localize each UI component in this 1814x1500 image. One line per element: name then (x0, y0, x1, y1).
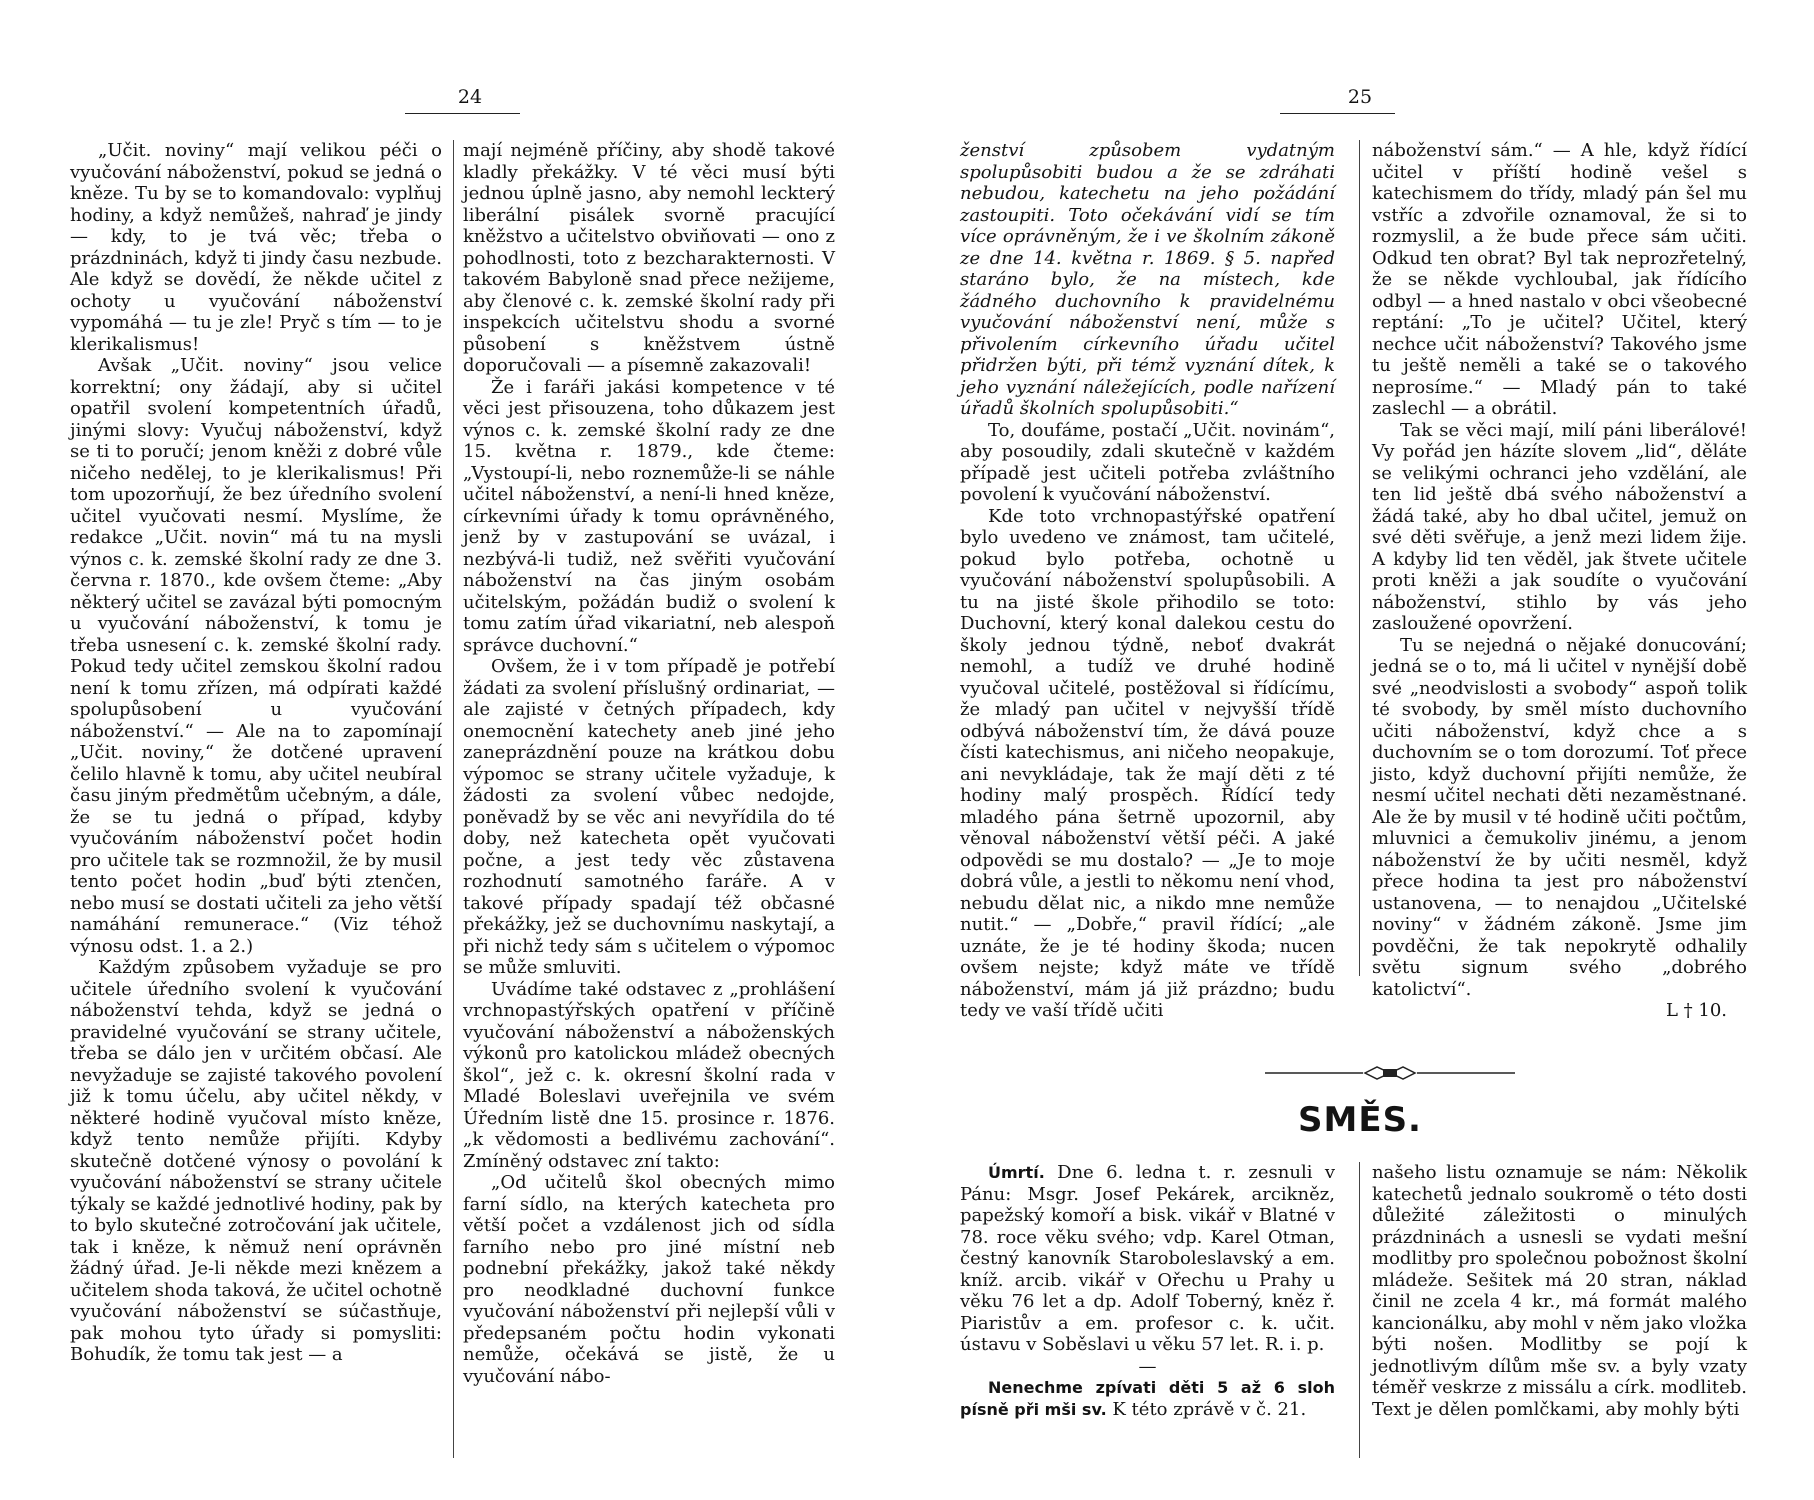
item-separator: — (1138, 1355, 1157, 1377)
right-page (960, 0, 1760, 1500)
section-heading: SMĚS. (1298, 1100, 1422, 1140)
left-page-column-2 (463, 140, 835, 1458)
paragraph: Tu se nejedná o nějaké donucování; jedná se o to, má li učitel v nynější době své „neodvislosti a svobody“ aspoň tolik té svobody, by směl místo duchovního učiti náboženství, když chce a s duchovním se o tom dorozumí. Toť přece jisto, když duchovní přijíti nemůže, že nesmí učitel nechati děti nezaměstnané. Ale že by musil v té hodině učiti počtům, mluvnici a čemukoliv jinému, a jenom náboženství že by učiti nesměl, když přece hodina ta jest pro náboženství ustanovena, — to nenajdou „Učitelské noviny“ v žádném zákoně. Jsme jim povděčni, že tak nepokrytě odhalily světu signum svého „dobrého katolictví“. (1372, 634, 1747, 1000)
left-page (70, 0, 870, 1500)
paragraph: ženství způsobem vydatným spolupůsobiti budou a že se zdráhati nebudou, katechetu na jeho požádání zastoupiti. Toto očekávání vidí se tím více oprávněným, že i ve školním zákoně ze dne 14. května r. 1869. § 5. napřed staráno bylo, že na místech, kde žádného duchovního k pravidelnému vyučování náboženství není, může s přivolením církevního úřadu učitel přidržen býti, při témž vyznání dítek, k jeho vyznání náležejících, podle nařízení úřadů školních spolupůsobiti.“ (960, 140, 1335, 419)
news-item-label: Nenechme zpívati děti 5 až 6 sloh písně při mši sv. (960, 1378, 1335, 1419)
paragraph: Ovšem, že i v tom případě je potřebí žádati za svolení příslušný ordinariat, — ale zajisté v četných případech, kdy onemocnění katechety aneb jiné jeho zaneprázdnění pouze na krátkou dobu výpomoc se strany učitele vyžaduje, k žádosti za svolení vůbec nedojde, poněvadž by se věc ani nevyřídila do té doby, než katecheta opět vyučovati počne, a jest tedy věc zůstavena rozhodnutí samotného faráře. A v takové případy spadají též občasné překážky, jež se duchovnímu naskytají, a při nichž tedy sám s učitelem o výpomoc se může smluviti. (463, 656, 835, 978)
page-header-rule (1280, 113, 1395, 114)
right-page-column-1 (960, 140, 1335, 1021)
paragraph: Že i faráři jakási kompetence v té věci jest přisouzena, toho důkazem jest výnos c. k. zemské školní rady ze dne 15. května r. 1879., kde čteme: „Vystoupí-li, nebo roznemůže-li se náhle učitel náboženství, a není-li hned kněze, církevními úřady k tomu oprávněného, jenž by v zastupování se uvázal, i nezbývá-li tudiž, než svěřiti vyučování náboženství na čas jiným osobám učitelským, požádán budiž o svolení k tomu zatím úřad vikariatní, neb alespoň správce duchovní.“ (463, 376, 835, 656)
paragraph: našeho listu oznamuje se nám: Několik katechetů jednalo soukromě o této dosti důležité záležitosti o minulých prázdninách a usnesli se vydati mešní modlitby pro společnou pobožnost školní mládeže. Sešitek má 20 stran, náklad činil ne zcela 4 kr., má formát malého kancionálku, aby mohl v něm jako vložka býti nošen. Modlitby se pojí k jednotlivým dílům mše sv. a byly vzaty téměř veskrze z missálu a círk. modliteb. Text je dělen pomlčkami, aby mohly býti (1372, 1162, 1747, 1420)
column-divider (453, 140, 454, 1458)
paragraph: Uvádíme také odstavec z „prohlášení vrchnopastýřských opatření v příčině vyučování náboženství a náboženských výkonů pro katolickou mládež obecných škol“, jež c. k. okresní školní rada v Mladé Boleslavi uveřejnila ve svém Úředním listě dne 15. prosince r. 1876. „k vědomosti a bedlivému zachování“. Zmíněný odstavec zní takto: (463, 978, 835, 1172)
paragraph: To, doufáme, postačí „Učit. novinám“, aby posoudily, zdali skutečně v každém případě jest učiteli potřeba zvláštního povolení k vyučování náboženství. (960, 419, 1335, 505)
news-item-text: Dne 6. ledna t. r. zesnuli v Pánu: Msgr. Josef Pekárek, arcikněz, papežský komoří a bisk. vikář v Blatné v 78. roce věku svého; vdp. Karel Otman, čestný kanovník Staroboleslavský a em. kníž. arcib. vikář v Ořechu u Prahy u věku 76 let a dp. Adolf Toberný, kněz ř. Piaristův a em. profesor c. k. učit. ústavu v Soběslavi u věku 57 let. R. i. p. (960, 1162, 1335, 1355)
paragraph: Každým způsobem vyžaduje se pro učitele úředního svolení k vyučování náboženství tehda, když se jedná o pravidelné vyučování se strany učitele, třeba se dálo jen v určitém občasí. Ale nevyžaduje se zajisté takového povolení již k tomu účelu, aby učitel někdy, v některé hodině vyučoval místo kněze, když tento nemůže přijíti. Kdyby skutečně dotčené výnosy o povolání k vyučování náboženství se strany učitele týkaly se každé jednotlivé hodiny, pak by to bylo skutečné zotročování jak učitele, tak i kněze, k němuž není oprávněn žádný úřad. Je-li někde mezi knězem a učitelem shoda taková, že učitel ochotně vyučování náboženství se súčastňuje, pak mohou tyto úřady si pomysliti: Bohudík, že tomu tak jest — a (70, 957, 442, 1365)
paragraph: „Od učitelů škol obecných mimo farní sídlo, na kterých katecheta pro větší počet a vzdálenost jich od sídla farního nebo pro jiné místní neb podnební překážky, jakož také někdy pro neodkladné duchovní funkce vyučování náboženství při nejlepší vůli v předepsaném počtu hodin vykonati nemůže, očekává se jistě, že u vyučování nábo- (463, 1172, 835, 1387)
right-page-column-3 (960, 1162, 1335, 1458)
column-divider (1359, 1162, 1360, 1458)
page-number: 24 (457, 86, 483, 108)
right-page-column-4 (1372, 1162, 1747, 1458)
page-number: 25 (1347, 86, 1373, 108)
right-page-column-2 (1372, 140, 1747, 1021)
page-header-rule (405, 113, 520, 114)
author-signature: L † 10. (1665, 1000, 1727, 1021)
news-item-label: Úmrtí. (988, 1163, 1045, 1182)
news-item-text: K této zprávě v č. 21. (1112, 1398, 1307, 1420)
paragraph: Avšak „Učit. noviny“ jsou velice korrektní; ony žádají, aby si učitel opatřil svolení kompetentních úřadů, jinými slovy: Vyučuj náboženství, když se ti to poručí; jenom kněži z dobré vůle ničeho nedělej, to je klerikalismus! Při tom upozorňují, že bez úředního svolení učitel vyučovati nesmí. Myslíme, že redakce „Učit. novin“ má tu na mysli výnos c. k. zemské školní rady ze dne 3. června r. 1870., kde ovšem čteme: „Aby některý učitel se zavázal býti pomocným u vyučování náboženství, k tomu je třeba usnesení c. k. zemské školní rady. Pokud tedy učitel zemskou školní radou není k tomu zřízen, má odpírati každé spolupůsobení u vyučování náboženství.“ — Ale na to zapomínají „Učit. noviny,“ že dotčené upravení čelilo hlavně k tomu, aby učitel neubíral času jiným předmětům učebným, a dále, že se tu jedná o případ, kdyby vyučováním náboženství počet hodin pro učitele tak se rozmnožil, že by musil tento počet hodin „buď býti ztenčen, nebo musí se dostati učiteli za jeho větší namáhání remunerace.“ (Viz téhož výnosu odst. 1. a 2.) (70, 355, 442, 957)
paragraph: Kde toto vrchnopastýřské opatření bylo uvedeno ve známost, tam učitelé, pokud bylo potřeba, ochotně u vyučování náboženství spolupůsobili. A tu na jisté škole přihodilo se toto: Duchovní, který konal dalekou cestu do školy jednou týdně, neboť dvakrát nemohl, a tudíž ve druhé hodině vyučoval učitelé, postěžoval si řídícímu, že mladý pan učitel v nejvyšší třídě odbývá náboženství tím, že dává pouze čísti katechismus, ani ničeho neopakuje, ani nevykládaje, tak že mají děti z té hodiny malý prospěch. Řídící tedy mladého pána šetrně upozornil, aby věnoval náboženství větší péči. A jaké odpovědi se mu dostalo? — „Je to moje dobrá vůle, a jestli to někomu není vhod, nebudu dělat nic, a nikdo mne nemůže nutit.“ — „Dobře,“ pravil řídící; „ale uznáte, že je té hodiny škoda; nucen ovšem nejste; když máte ve třídě náboženství, mám já již prázdno; budu tedy ve vaší třídě učiti (960, 505, 1335, 1021)
column-divider (1359, 140, 1360, 976)
left-page-column-1 (70, 140, 442, 1458)
paragraph: náboženství sám.“ — A hle, když řídící učitel v příští hodině vešel s katechismem do třídy, mladý pán šel mu vstříc a zdvořile oznamoval, že si to rozmyslil, a že bude přece sám učiti. Odkud ten obrat? Byl tak neprozřetelný, že se někde vychloubal, jak řídícího odbyl — a hned nastalo v obci všeobecné reptání: „To je učitel? Učitel, který nechce učit náboženství? Takového jsme tu ještě neměli a také se o takového neprosíme.“ — Mladý pán to také zaslechl — a obrátil. (1372, 140, 1747, 419)
paragraph: mají nejméně příčiny, aby shodě takové kladly překážky. V té věci musí býti jednou úplně jasno, aby nemohl leckterý liberální pisálek svorně pracující kněžstvo a učitelstvo obviňovati — ono z pohodlnosti, toto z bezcharakternosti. V takovém Babyloně snad přece nežijeme, aby členové c. k. zemské školní rady při inspekcích učitelstvu shodu a svorné působení s kněžstvem ústně doporučovali — a písemně zakazovali! (463, 140, 835, 376)
paragraph: Tak se věci mají, milí páni liberálové! Vy pořád jen házíte slovem „lid“, děláte se velikými ochranci jeho vzdělání, ale ten lid ještě dbá svého náboženství a žádá také, aby ho dbal učitel, jemuž on své děti svěřuje, a jenž mezi lidem žije. A kdyby lid ten věděl, jak štvete učitele proti kněži a jak soudíte o vyučování náboženství, stihlo by vás jeho zasloužené opovržení. (1372, 419, 1747, 634)
section-ornament (1265, 1066, 1515, 1080)
paragraph: „Učit. noviny“ mají velikou péči o vyučování náboženství, pokud se jedná o kněze. Tu by se to komandovalo: vyplňuj hodiny, a když nemůžeš, nahraď je jindy — kdy, to je tvá věc; třeba o prázdninách, když ti jindy času nezbude. Ale když se dovědí, že někde učitel z ochoty u vyučování náboženství vypomáhá — tu je zle! Pryč s tím — to je klerikalismus! (70, 140, 442, 355)
